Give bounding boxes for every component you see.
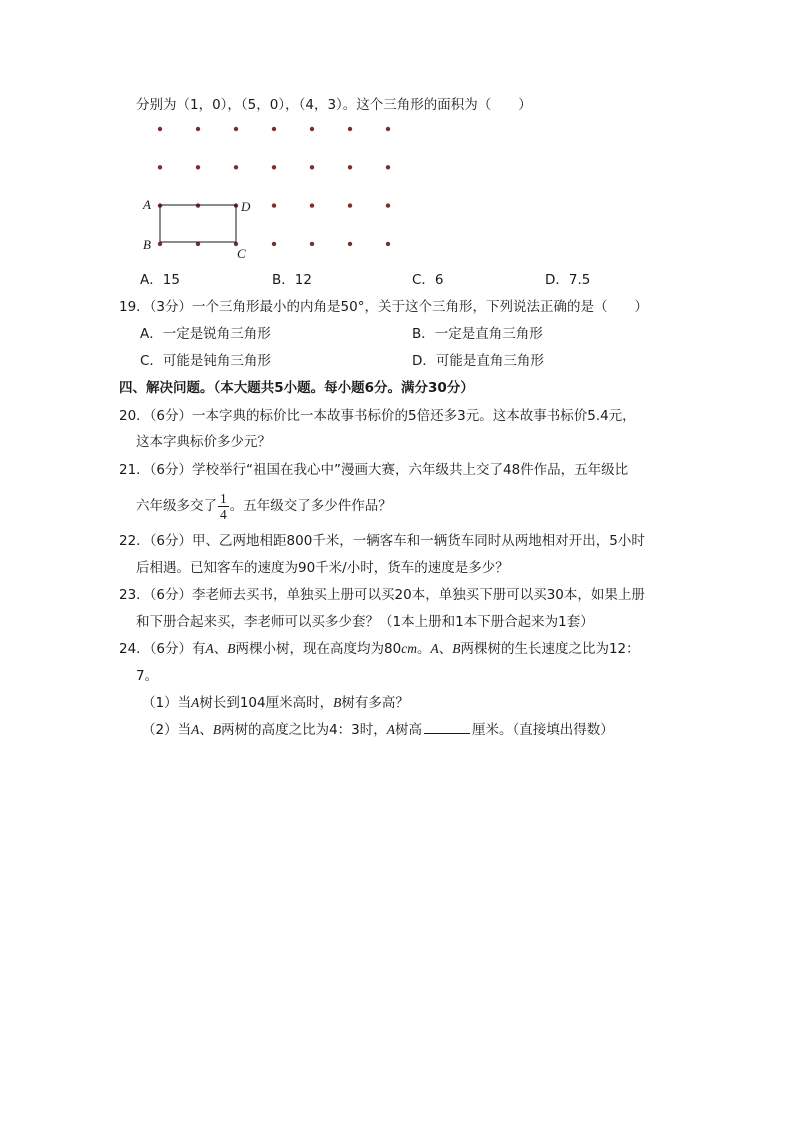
q19-option-c: C．可能是钝角三角形 [140,353,271,369]
q21-text-before: 六年级多交了 [136,498,217,514]
q18-option-d: D．7.5 [545,272,591,288]
answer-blank[interactable] [424,721,470,734]
q24-text-d: 两棵树的生长速度之比为12： [460,641,640,657]
dot-grid [158,127,390,246]
q18-dot-grid-figure [130,116,410,266]
var-b: B [212,722,222,737]
grid-dot [348,203,352,207]
q22-line-1: 22．（6分）甲、乙两地相距800千米，一辆客车和一辆货车同时从两地相对开出，5小时 [119,533,645,549]
fraction-numerator: 1 [220,490,227,506]
grid-dot [272,242,276,246]
unit-cm: cm [401,641,417,656]
q24-text-c: 。 [416,641,431,657]
q21-line-2 [136,489,392,523]
grid-dot [348,242,352,246]
sub2-text-d: 厘米。（直接填出得数） [472,722,614,738]
q22-line-2: 后相遇。已知客车的速度为90千米/小时，货车的速度是多少？ [136,560,509,576]
var-b: B [227,641,236,656]
sub2-text-c: 树高 [395,722,423,738]
sub1-text-c: 树有多高？ [341,695,409,711]
grid-dot [386,127,390,131]
separator: 、 [213,641,228,657]
q18-option-a: A．15 [140,272,180,288]
q23-line-2: 和下册合起来买，李老师可以买多少套？（1本上册和1本下册合起来为1套） [136,614,594,630]
q18-stem: 分别为（1，0），（5，0），（4，3）。这个三角形的面积为（ ） [136,97,532,113]
fraction-denominator: 4 [220,506,227,522]
grid-dot [348,127,352,131]
q24-line-2: 7。 [136,668,159,684]
sub1-text-a: （1）当 [142,695,192,711]
q21-text-after: 。五年级交了多少件作品？ [229,498,392,514]
grid-dot [196,165,200,169]
var-b: B [452,641,461,656]
grid-dot [272,127,276,131]
grid-dot [310,242,314,246]
q20-line-2: 这本字典标价多少元？ [136,434,271,450]
q19-option-a: A．一定是锐角三角形 [140,326,271,342]
q18-option-c: C．6 [412,272,444,288]
grid-dot [386,242,390,246]
sub2-text-a: （2）当 [142,722,192,738]
var-b: B [333,695,342,710]
grid-dot [310,165,314,169]
q19-option-b: B．一定是直角三角形 [412,326,543,342]
var-a: A [386,722,396,737]
var-a: A [191,695,200,710]
q19-stem: 19．（3分）一个三角形最小的内角是50°，关于这个三角形，下列说法正确的是（ ） [119,299,648,315]
label-a: A [143,197,151,212]
q20-line-1: 20．（6分）一本字典的标价比一本故事书标价的5倍还多3元。这本故事书标价5.4元， [119,408,636,424]
grid-dot [196,127,200,131]
grid-dot [348,165,352,169]
q18-option-b: B．12 [272,272,312,288]
q24-text-b: 两棵小树，现在高度均为80 [235,641,402,657]
q24-sub-2 [142,721,614,739]
label-c: C [237,246,246,261]
grid-dot [272,203,276,207]
grid-dot [386,203,390,207]
q19-option-d: D．可能是直角三角形 [412,353,544,369]
q23-line-1: 23．（6分）李老师去买书，单独买上册可以买20本，单独买下册可以买30本，如果上册 [119,587,645,603]
var-a: A [205,641,214,656]
q24-sub-1 [142,694,409,712]
grid-dot [386,165,390,169]
var-a: A [191,722,200,737]
grid-dot [158,127,162,131]
separator: 、 [438,641,453,657]
grid-dot [196,203,200,207]
section-4-heading: 四、解决问题。（本大题共5小题。每小题6分。满分30分） [119,380,474,396]
fraction-one-quarter [218,491,229,522]
q24-text-a: 24．（6分）有 [119,641,206,657]
grid-dot [272,165,276,169]
grid-dot [234,127,238,131]
rectangle-abcd [160,205,236,242]
grid-dot [234,165,238,169]
var-a: A [430,641,439,656]
sub2-text-b: 两树的高度之比为4：3时， [221,722,387,738]
grid-dot [158,165,162,169]
grid-dot [310,127,314,131]
q24-line-1 [119,640,640,658]
sub1-text-b: 树长到104厘米高时， [199,695,334,711]
grid-dot [310,203,314,207]
separator: 、 [199,722,213,738]
label-d: D [241,199,251,214]
label-b: B [143,237,151,252]
q21-line-1: 21．（6分）学校举行“祖国在我心中”漫画大赛，六年级共上交了48件作品，五年级比 [119,462,629,478]
